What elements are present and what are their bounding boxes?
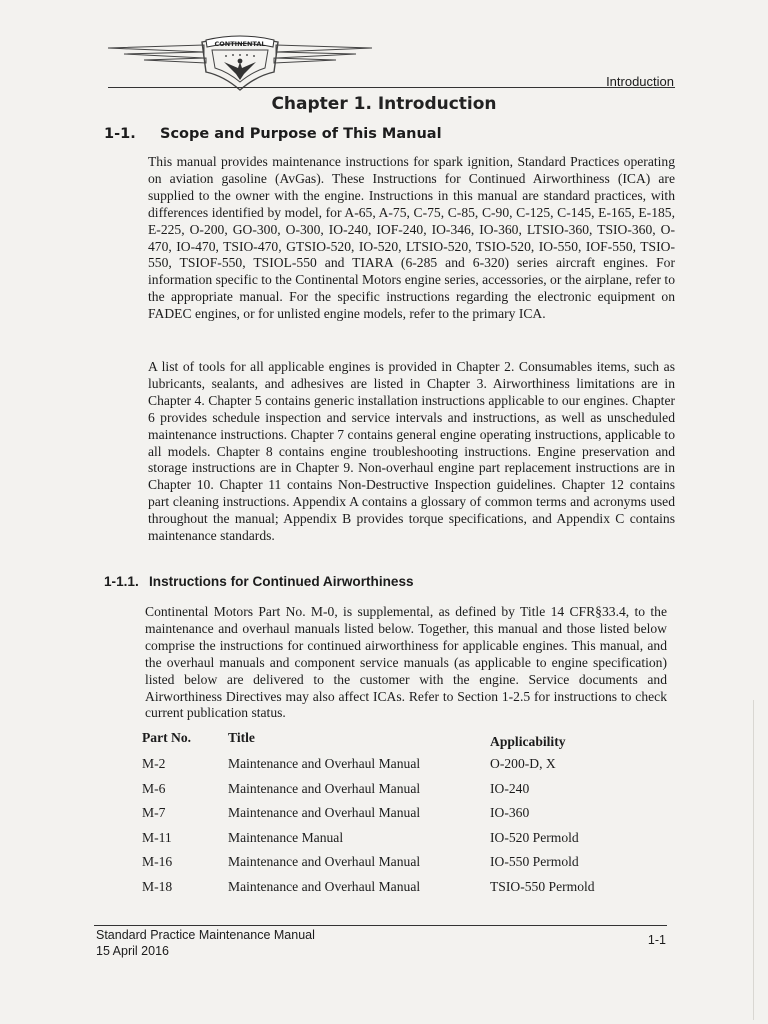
header-part-no: Part No. [142, 730, 192, 745]
cell-applicability: IO-550 Permold [490, 854, 579, 869]
cell-title: Maintenance and Overhaul Manual [228, 854, 421, 869]
table-row [142, 781, 612, 806]
table-header-row [142, 730, 612, 756]
section-heading-1-1 [104, 126, 442, 142]
running-header-section: Introduction [606, 74, 674, 89]
scan-edge-line [753, 700, 754, 1020]
header-rule [108, 87, 675, 88]
cell-title: Maintenance and Overhaul Manual [228, 756, 421, 771]
cell-applicability: IO-240 [490, 780, 530, 796]
cell-part-no: M-7 [142, 805, 166, 820]
footer-rule [94, 925, 667, 926]
cell-part-no: M-2 [142, 756, 166, 771]
header-applicability: Applicability [490, 734, 566, 749]
scope-paragraph: This manual provides maintenance instructions for spark ignition, Standard Practices operating on aviation gasoline (AvGas). These Instructions for Continued Airworthiness (ICA) are supplied to the owner with the engine. Instructions in this manual are standard practices, with differences identified by model, for A-65, A-75, C-75, C-85, C-90, C-125, C-145, E-165, E-185, E-225, O-200, GO-300, O-300, IO-240, IOF-240, IO-346, IO-360, LTSIO-360, TSIO-360, O-470, IO-470, TSIO-470, GTSIO-520, IO-520, LTSIO-520, TSIO-520, IO-550, IOF-550, TSIO-550, TSIOF-550, TSIOL-550 and TIARA (6-285 and 6-320) series aircraft engines. For information specific to the Continental Motors engine series, accessories, or the airplane, refer to the appropriate manual. For the specific instructions regarding the electronic equipment on FADEC engines, or for unlisted engine models, refer to the primary ICA. [148, 154, 675, 322]
cell-part-no: M-18 [142, 878, 173, 894]
continental-wings-logo [104, 32, 376, 94]
section-title: Scope and Purpose of This Manual [160, 126, 442, 142]
table-row [142, 756, 612, 781]
footer-manual-title: Standard Practice Maintenance Manual [96, 928, 315, 942]
subsection-number: 1-1.1. [104, 574, 139, 589]
cell-applicability: O-200-D, X [490, 756, 556, 771]
cell-applicability: IO-520 Permold [490, 829, 579, 845]
table-row [142, 854, 612, 879]
logo-wordmark: CONTINENTAL [214, 40, 266, 48]
cell-title: Maintenance and Overhaul Manual [228, 805, 421, 820]
cell-part-no: M-16 [142, 854, 173, 869]
table-row [142, 879, 612, 904]
table-row [142, 805, 612, 830]
chapter-title: Chapter 1. Introduction [271, 94, 497, 114]
cell-applicability: IO-360 [490, 805, 530, 820]
section-heading-1-1-1 [104, 574, 414, 589]
header-title: Title [228, 730, 255, 745]
cell-title: Maintenance and Overhaul Manual [228, 780, 421, 796]
cell-part-no: M-11 [142, 829, 172, 845]
cell-title: Maintenance Manual [228, 829, 344, 845]
cell-applicability: TSIO-550 Permold [490, 878, 595, 894]
chapters-overview-paragraph: A list of tools for all applicable engines is provided in Chapter 2. Consumables items, such as lubricants, sealants, and adhesives are listed in Chapter 3. Airworthiness limitations are in Chapter 4. Chapter 5 contains generic installation instructions applicable to our engines. Chapter 6 provides schedule inspection and service intervals and instructions, as well as unscheduled maintenance instructions. Chapter 7 contains general engine operating instructions, applicable to all models. Chapter 8 contains engine troubleshooting instructions. Engine preservation and storage instructions are in Chapter 9. Non-overhaul engine part replacement instructions are in Chapter 10. Chapter 11 contains Non-Destructive Inspection guidelines. Chapter 12 contains part cleaning instructions. Appendix A contains a glossary of common terms and acronyms used throughout the manual; Appendix B provides torque specifications, and Appendix C contains maintenance standards. [148, 359, 675, 544]
ica-manuals-table [142, 730, 612, 903]
cell-title: Maintenance and Overhaul Manual [228, 878, 421, 894]
table-row [142, 830, 612, 855]
page-number: 1-1 [647, 933, 666, 947]
subsection-title: Instructions for Continued Airworthiness [149, 574, 414, 589]
section-number: 1-1. [104, 126, 136, 142]
cell-part-no: M-6 [142, 780, 166, 796]
ica-paragraph: Continental Motors Part No. M-0, is supplemental, as defined by Title 14 CFR§33.4, to the maintenance and overhaul manuals listed below. Together, this manual and those listed below comprise the instructions for continued airworthiness for applicable engines. This manual, and the overhaul manuals and component service manuals (as applicable to engine specification) listed below are delivered to the customer with the engine. Service documents and Airworthiness Directives may also affect ICAs. Refer to Section 1-2.5 for instructions to check current publication status. [145, 604, 667, 721]
footer-date: 15 April 2016 [96, 944, 169, 958]
